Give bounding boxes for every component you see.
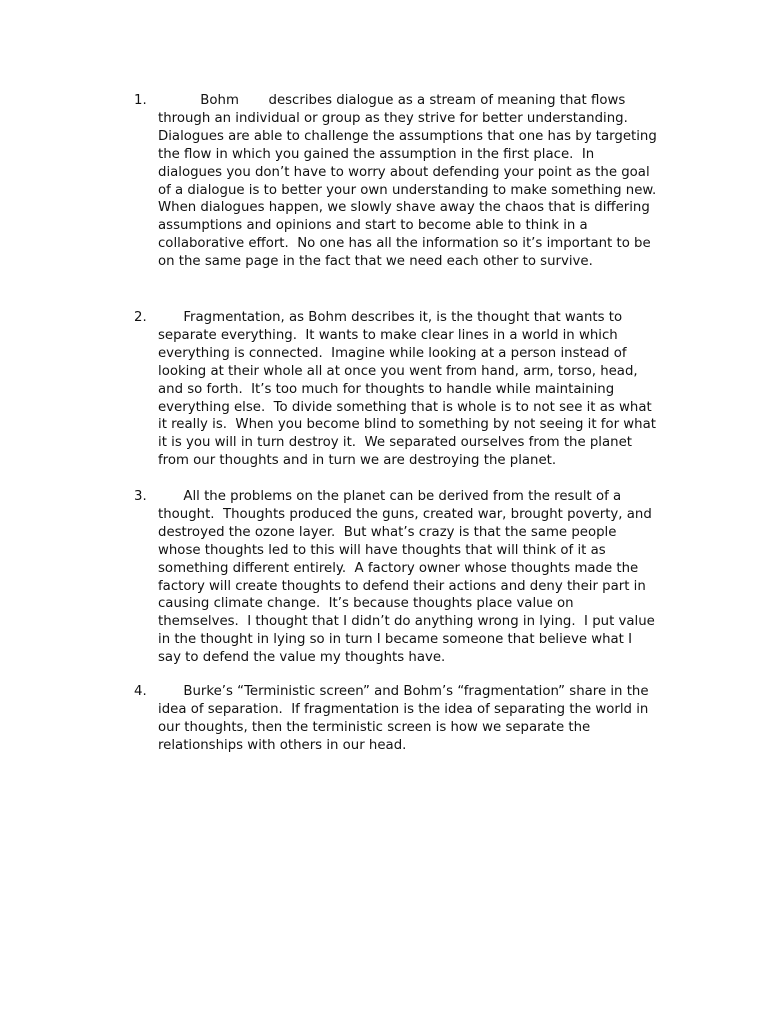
- list-item-number: 3.: [134, 489, 147, 504]
- list-item-text: Burke’s “Terministic screen” and Bohm’s “fragmentation” share in the idea of separation. If fragmentation is the idea of separating the world in our thoughts, then the terministic screen is how we separate the relationships with others in our head.: [158, 684, 649, 753]
- list-item-text: All the problems on the planet can be derived from the result of a thought. Thoughts produced the guns, created war, brought poverty, and destroyed the ozone layer. But what’s crazy is that the same people whose thoughts led to this will have thoughts that will think of it as something different entirely. A factory owner whose thoughts made the factory will create thoughts to defend their actions and deny their part in causing climate change. It’s because thoughts place value on themselves. I thought that I didn’t do anything wrong in lying. I put value in the thought in lying so in turn I became someone that believe what I say to defend the value my thoughts have.: [158, 489, 655, 666]
- list-item: [134, 92, 694, 271]
- list-item-text: Bohm describes dialogue as a stream of meaning that flows through an individual or group as they strive for better understanding. Dialogues are able to challenge the assumptions that one has by targeting the flow in which you gained the assumption in the first place. In dialogues you don’t have to worry about defending your point as the goal of a dialogue is to better your own understanding to make something new. When dialogues happen, we slowly shave away the chaos that is differing assumptions and opinions and start to become able to think in a collaborative effort. No one has all the information so it’s important to be on the same page in the fact that we need each other to survive.: [158, 93, 657, 270]
- list-item-number: 1.: [134, 93, 147, 108]
- list-item-number: 2.: [134, 310, 147, 325]
- list-item: [134, 683, 694, 755]
- list-item-text: Fragmentation, as Bohm describes it, is the thought that wants to separate everything. It wants to make clear lines in a world in which everything is connected. Imagine while looking at a person instead of looking at their whole all at once you went from hand, arm, torso, head, and so forth. It’s too much for thoughts to handle while maintaining everything else. To divide something that is whole is to not see it as what it really is. When you become blind to something by not seeing it for what it is you will in turn destroy it. We separated ourselves from the planet from our thoughts and in turn we are destroying the planet.: [158, 310, 656, 469]
- list-item-number: 4.: [134, 684, 147, 699]
- list-item: [134, 309, 694, 470]
- list-item: [134, 488, 694, 667]
